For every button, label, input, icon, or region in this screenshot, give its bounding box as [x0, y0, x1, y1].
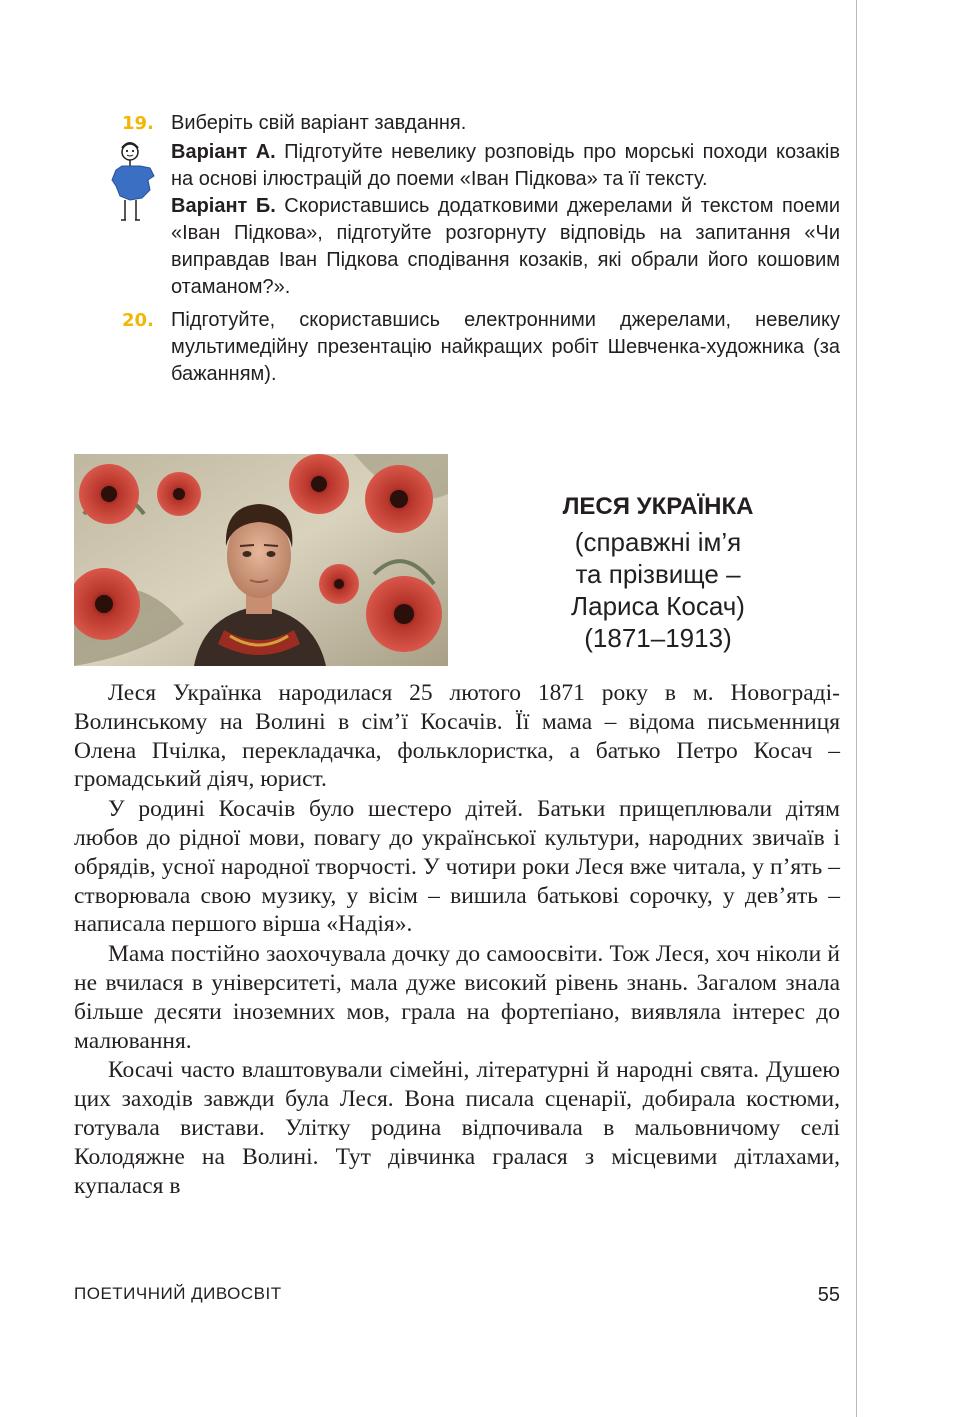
footer-section-title: ПОЕТИЧНИЙ ДИВОСВІТ: [74, 1284, 282, 1303]
task-number: 19.: [122, 113, 154, 134]
variant-label: Варіант Б.: [171, 195, 276, 217]
task-list: [74, 110, 840, 388]
variant-label: Варіант А.: [171, 141, 276, 163]
task-variant-a: [171, 139, 840, 193]
task-variant-b: [171, 193, 840, 301]
task-lead: Виберіть свій варіант завдання.: [171, 112, 467, 134]
author-subtitle-line: (справжні ім’я: [574, 527, 742, 557]
task-number: 20.: [122, 310, 154, 331]
paragraph: У родині Косачів було шестеро дітей. Батьки прищеплювали дітям любов до рідної мови, повагу до української культури, народних звичаїв і обрядів, усної народної творчості. У чотири роки Леся вже читала, у п’ять – створювала свою музику, у вісім – вишила батькові сорочку, у дев’ять – написала першого вірша «Надія».: [74, 796, 840, 938]
paragraph: Косачі часто влаштовували сімейні, літературні й народні свята. Душею цих заходів завжди була Леся. Вона писала сценарії, добирала костюми, готувала вистави. Улітку родина відпочивала в мальовничому селі Колодяжне на Волині. Тут дівчинка гралася з місцевими дітлахами, купалася в: [74, 1057, 840, 1199]
page-edge-rule: [856, 0, 857, 1417]
author-name: ЛЕСЯ УКРАЇНКА: [562, 493, 754, 520]
paragraph: Мама постійно заохочувала дочку до самоосвіти. Тож Леся, хоч ніколи й не вчилася в університеті, мала дуже високий рівень знань. Загалом знала більше десяти іноземних мов, грала на фортепіано, виявляла інтерес до малювання.: [74, 941, 840, 1054]
variant-text: Скориставшись додатковими джерелами й текстом поеми «Іван Підкова», підготуйте розгорнуту відповідь на запитання «Чи виправдав Іван Підкова сподівання козаків, які обрали його кошовим отаманом?».: [171, 195, 840, 298]
biography-text: [74, 679, 840, 1201]
page-number: 55: [817, 1284, 840, 1306]
author-subtitle-line: та прізвище –: [575, 559, 741, 589]
author-life-years: (1871–1913): [584, 623, 732, 653]
task-19: [74, 110, 840, 301]
biography-heading: [500, 490, 816, 654]
author-subtitle-line: Лариса Косач): [571, 591, 745, 621]
task-20: [74, 307, 840, 388]
variant-text: Підготуйте невелику розповідь про морські походи козаків на основі ілюстрацій до поеми «Іван Підкова» та її тексту.: [171, 141, 840, 190]
task-text: Підготуйте, скориставшись електронними джерелами, невелику мультимедійну презентацію найкращих робіт Шевченка-художника (за бажанням).: [171, 309, 840, 385]
portrait-image: [74, 454, 448, 666]
paragraph: Леся Українка народилася 25 лютого 1871 року в м. Новограді-Волинському на Волині в сім’ї Косачів. Її мама – відома письменниця Олена Пчілка, перекладачка, фольклористка, а батько Петро Косач – громадський діяч, юрист.: [74, 680, 840, 793]
